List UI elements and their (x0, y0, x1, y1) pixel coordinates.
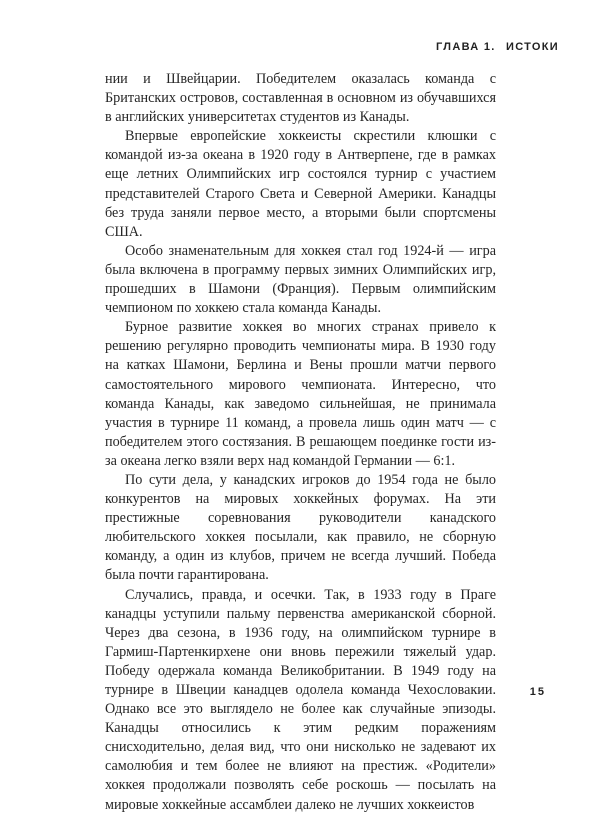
chapter-number: ГЛАВА 1. (436, 41, 496, 53)
body-text (105, 70, 496, 815)
paragraph-continued: нии и Швейцарии. Победителем оказалась команда с Британских островов, составленная в основном из обучавшихся в английских университетах студентов из Канады. (105, 71, 496, 126)
chapter-title: ИСТОКИ (506, 41, 559, 53)
paragraph: По сути дела, у канадских игроков до 1954 года не было конкурентов на мировых хоккейных форумах. На эти престижные соревнования руководители канадского любительского хоккея посылали, как правило, не сборную команду, а один из клубов, причем не всегда лучший. Победа была почти гарантирована. (105, 471, 496, 584)
paragraph: Случались, правда, и осечки. Так, в 1933 году в Праге канадцы уступили пальму первенства американской сборной. Через два сезона, в 1936 году, на олимпийском турнире в Гармиш-Партенкирхене они вновь пережили тяжелый удар. Победу одержала команда Великобритании. В 1949 году на турнире в Швеции канадцев одолела команда Чехословакии. Однако все это выглядело не более как случайные эпизоды. Канадцы относились к этим редким поражениям снисходительно, делая вид, что они нисколько не задевают их самолюбия и тем более не влияют на престиж. «Родители» хоккея продолжали позволять себе роскошь — посылать на мировые хоккейные ассамблеи далеко не лучших хоккеистов (105, 586, 496, 813)
paragraph: Бурное развитие хоккея во многих странах привело к решению регулярно проводить чемпионаты мира. В 1930 году на катках Шамони, Берлина и Вены прошли матчи первого самостоятельного мирового чемпионата. Интересно, что команда Канады, как заведомо сильнейшая, не принимала участия в турнире 11 команд, а провела лишь один матч — с победителем этого состязания. В решающем поединке гости из-за океана легко взяли верх над командой Германии — 6:1. (105, 319, 496, 469)
page-number: 15 (529, 686, 546, 698)
paragraph: Впервые европейские хоккеисты скрестили клюшки с командой из-за океана в 1920 году в Антверпене, где в рамках еще летних Олимпийских игр состоялся турнир с участием представителей Старого Света и Северной Америки. Канадцы без труда заняли первое место, а вторыми были спортсмены США. (105, 128, 496, 240)
running-head (436, 41, 559, 53)
paragraph: Особо знаменательным для хоккея стал год 1924-й — игра была включена в программу первых зимних Олимпийских игр, прошедших в Шамони (Франция). Первым олимпийским чемпионом по хоккею стала команда Канады. (105, 242, 496, 317)
